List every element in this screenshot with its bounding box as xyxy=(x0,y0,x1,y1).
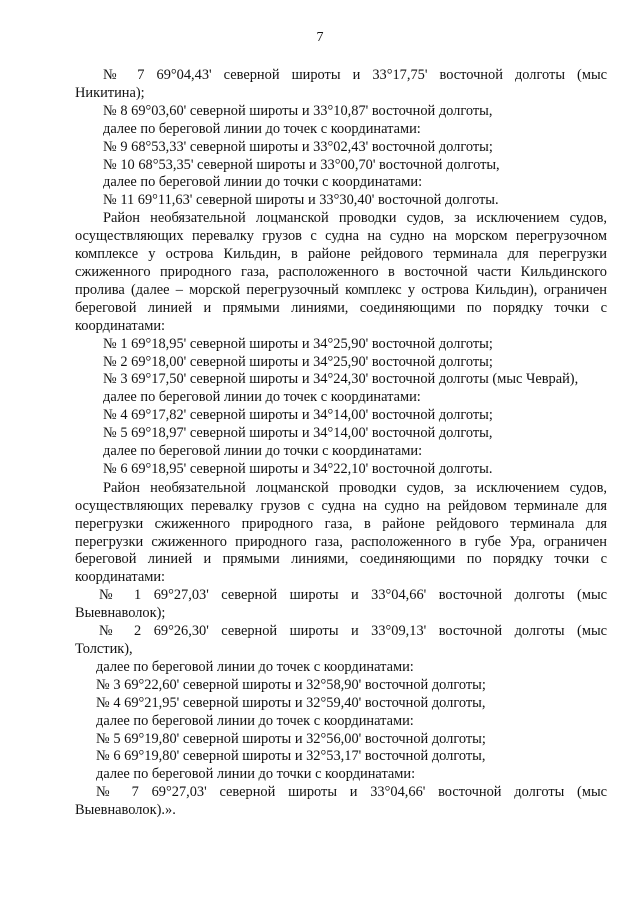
coordinate-line: № 3 69°17,50' северной широты и 34°24,30' восточной долготы (мыс Чеврай), xyxy=(103,371,579,388)
text-line: далее по береговой линии до точек с координатами: xyxy=(103,120,421,137)
paragraph-line: береговой линией и прямыми линиями, соединяющими по порядку точки с xyxy=(75,299,607,316)
paragraph-line: координатами: xyxy=(75,569,166,586)
paragraph-line: пролива (далее – морской перегрузочный комплекс у острова Кильдин), ограничен xyxy=(75,281,607,298)
text-line: Никитина); xyxy=(75,84,145,101)
page-number: 7 xyxy=(316,30,324,45)
paragraph-line: перегрузки сжиженного природного газа, расположенного в губе Ура, ограничен xyxy=(75,533,607,550)
coordinate-line: № 4 69°17,82' северной широты и 34°14,00' восточной долготы; xyxy=(103,407,493,424)
coordinate-line: № 6 69°19,80' северной широты и 32°53,17' восточной долготы, xyxy=(96,748,486,765)
coordinate-line: № 4 69°21,95' северной широты и 32°59,40' восточной долготы, xyxy=(96,694,486,711)
paragraph-line: осуществляющих перевалку грузов с судна на судно на морском перегрузочном xyxy=(75,228,607,245)
coordinate-line: № 9 68°53,33' северной широты и 33°02,43' восточной долготы; xyxy=(103,138,493,155)
coordinate-line: № 7 69°27,03' северной широты и 33°04,66' восточной долготы (мыс xyxy=(96,784,607,801)
coordinate-line: № 5 69°19,80' северной широты и 32°56,00' восточной долготы; xyxy=(96,730,486,747)
text-line: далее по береговой линии до точки с координатами: xyxy=(103,443,423,460)
text-line: Толстик), xyxy=(75,641,133,657)
coordinate-line: № 2 69°26,30' северной широты и 33°09,13' восточной долготы (мыс xyxy=(99,623,607,640)
paragraph-line: Район необязательной лоцманской проводки судов, за исключением судов, xyxy=(103,479,607,496)
coordinate-line: № 11 69°11,63' северной широты и 33°30,40' восточной долготы. xyxy=(103,192,499,209)
paragraph-line: координатами: xyxy=(75,317,166,334)
paragraph-line: сжиженного природного газа, расположенного в восточной части Кильдинского xyxy=(75,263,607,280)
coordinate-line: № 1 69°18,95' северной широты и 34°25,90' восточной долготы; xyxy=(103,335,493,352)
paragraph-line: береговой линией и прямыми линиями, соединяющими по порядку точки с xyxy=(75,551,607,568)
paragraph-line: осуществляющих перевалку грузов с судна на судно на рейдовом терминале для xyxy=(75,497,607,514)
paragraph-line: Район необязательной лоцманской проводки судов, за исключением судов, xyxy=(103,210,607,227)
text-line: далее по береговой линии до точки с координатами: xyxy=(96,766,416,783)
coordinate-line: № 3 69°22,60' северной широты и 32°58,90' восточной долготы; xyxy=(96,676,486,693)
paragraph-line: перегрузки сжиженного природного газа, в районе рейдового терминала для xyxy=(75,515,607,532)
document-body xyxy=(75,67,607,820)
text-line: далее по береговой линии до точки с координатами: xyxy=(103,174,423,191)
coordinate-line: № 1 69°27,03' северной широты и 33°04,66' восточной долготы (мыс xyxy=(99,587,607,604)
text-line: Выевнаволок).». xyxy=(75,802,176,819)
coordinate-line: № 6 69°18,95' северной широты и 34°22,10' восточной долготы. xyxy=(103,460,493,477)
coordinate-line: № 7 69°04,43' северной широты и 33°17,75' восточной долготы (мыс xyxy=(103,67,607,83)
text-line: далее по береговой линии до точек с координатами: xyxy=(96,658,414,675)
text-line: далее по береговой линии до точек с координатами: xyxy=(103,389,421,406)
paragraph-line: комплексе у острова Кильдин, в районе рейдового терминала для перегрузки xyxy=(75,246,607,263)
coordinate-line: № 10 68°53,35' северной широты и 33°00,70' восточной долготы, xyxy=(103,156,500,173)
text-line: Выевнаволок); xyxy=(75,605,166,622)
coordinate-line: № 8 69°03,60' северной широты и 33°10,87' восточной долготы, xyxy=(103,102,493,119)
coordinate-line: № 2 69°18,00' северной широты и 34°25,90' восточной долготы; xyxy=(103,353,493,370)
coordinate-line: № 5 69°18,97' северной широты и 34°14,00' восточной долготы, xyxy=(103,425,493,442)
text-line: далее по береговой линии до точек с координатами: xyxy=(96,712,414,729)
